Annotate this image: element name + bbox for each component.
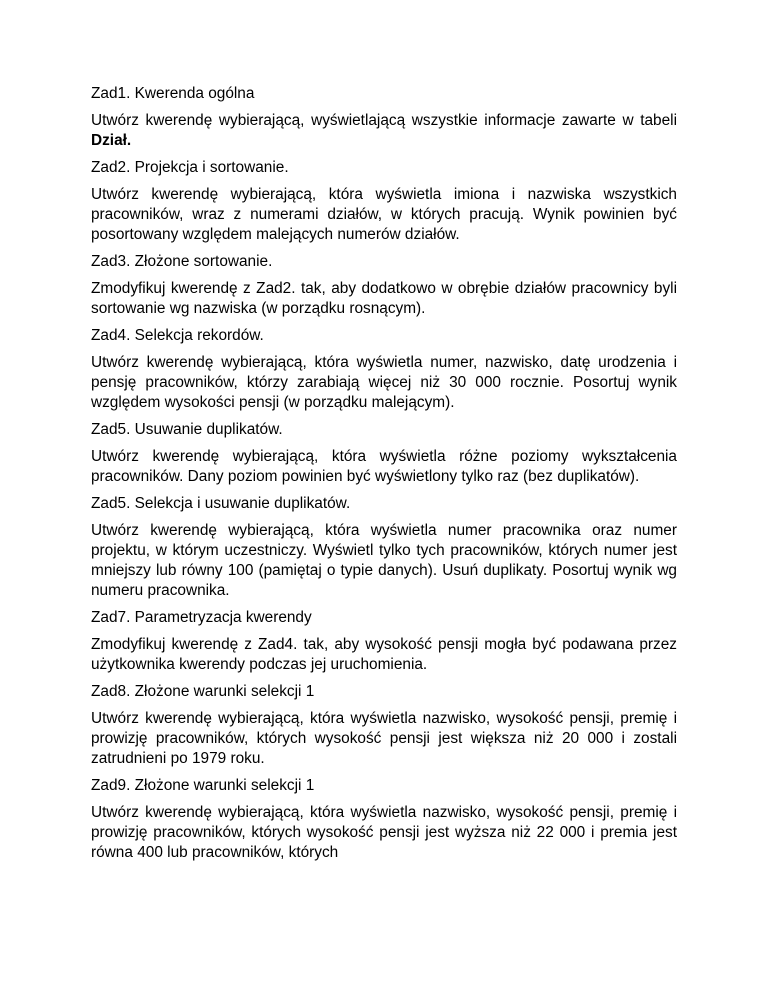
task-heading: Zad1. Kwerenda ogólna [91,85,255,102]
task-heading: Zad9. Złożone warunki selekcji 1 [91,777,315,794]
table-name-bold: Dział. [91,132,132,149]
task-body: Utwórz kwerendę wybierającą, która wyświetla imiona i nazwiska wszystkich pracowników, wraz z numerami działów, w których pracują. Wynik powinien być posortowany względem malejących numerów działów. [91,186,677,243]
document-page [91,84,677,870]
task-8 [91,682,677,769]
task-body: Zmodyfikuj kwerendę z Zad4. tak, aby wysokość pensji mogła być podawana przez użytkownika kwerendy podczas jej uruchomienia. [91,636,677,673]
task-heading: Zad3. Złożone sortowanie. [91,253,273,270]
task-body: Zmodyfikuj kwerendę z Zad2. tak, aby dodatkowo w obrębie działów pracownicy byli sortowanie wg nazwiska (w porządku rosnącym). [91,280,677,317]
task-body: Utwórz kwerendę wybierającą, która wyświetla nazwisko, wysokość pensji, premię i prowizję pracowników, których wysokość pensji jest większa niż 20 000 i zostali zatrudnieni po 1979 roku. [91,710,677,767]
task-9 [91,776,677,863]
task-heading: Zad5. Selekcja i usuwanie duplikatów. [91,495,351,512]
task-3 [91,252,677,319]
task-heading: Zad5. Usuwanie duplikatów. [91,421,283,438]
task-5 [91,420,677,487]
task-7 [91,608,677,675]
task-body-text: Utwórz kwerendę wybierającą, wyświetlającą wszystkie informacje zawarte w tabeli [91,112,677,129]
task-6 [91,494,677,601]
task-body: Utwórz kwerendę wybierającą, która wyświetla numer, nazwisko, datę urodzenia i pensję pracowników, którzy zarabiają więcej niż 30 000 rocznie. Posortuj wynik względem wysokości pensji (w porządku malejącym). [91,354,677,411]
task-heading: Zad8. Złożone warunki selekcji 1 [91,683,315,700]
task-4 [91,326,677,413]
task-body: Utwórz kwerendę wybierającą, która wyświetla nazwisko, wysokość pensji, premię i prowizję pracowników, których wysokość pensji jest wyższa niż 22 000 i premia jest równa 400 lub pracowników, których [91,804,677,861]
task-heading: Zad4. Selekcja rekordów. [91,327,264,344]
task-body: Utwórz kwerendę wybierającą, która wyświetla numer pracownika oraz numer projektu, w którym uczestniczy. Wyświetl tylko tych pracowników, których numer jest mniejszy lub równy 100 (pamiętaj o typie danych). Usuń duplikaty. Posortuj wynik wg numeru pracownika. [91,522,677,599]
task-body: Utwórz kwerendę wybierającą, która wyświetla różne poziomy wykształcenia pracowników. Dany poziom powinien być wyświetlony tylko raz (bez duplikatów). [91,448,677,485]
task-1 [91,84,677,151]
task-body [91,111,677,151]
task-heading: Zad2. Projekcja i sortowanie. [91,159,289,176]
task-2 [91,158,677,245]
task-heading: Zad7. Parametryzacja kwerendy [91,609,312,626]
